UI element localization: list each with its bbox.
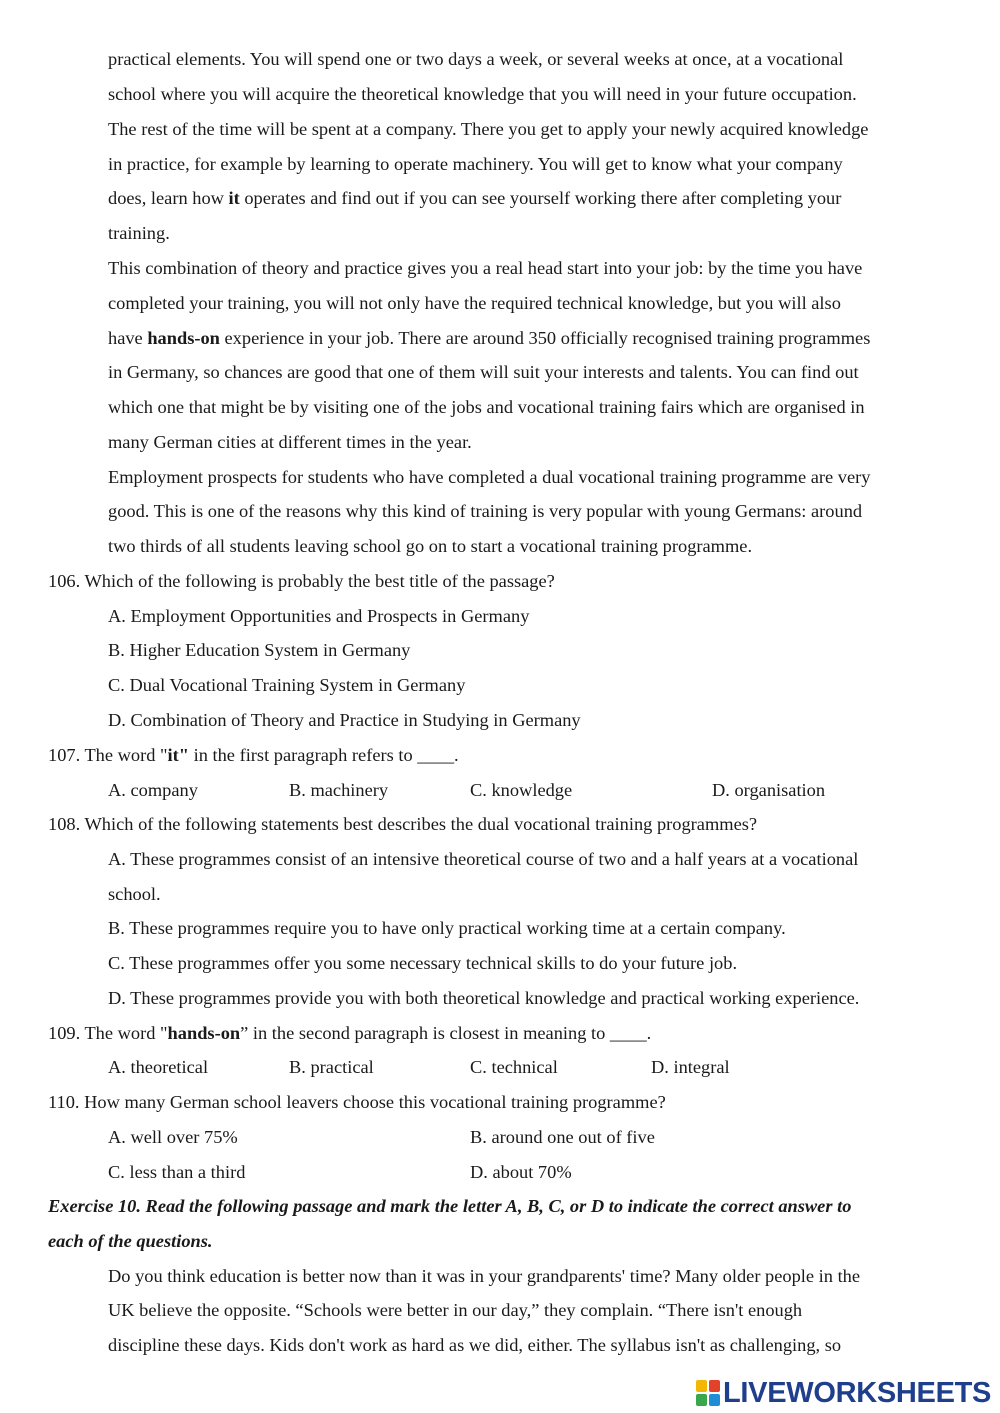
q110-option-d[interactable]: D. about 70% bbox=[470, 1162, 572, 1182]
q106-option-d[interactable]: D. Combination of Theory and Practice in Studying in Germany bbox=[108, 710, 581, 730]
passage-line: This combination of theory and practice gives you a real head start into your job: by the time you have bbox=[108, 258, 863, 278]
passage-line: two thirds of all students leaving school go on to start a vocational training programme. bbox=[108, 536, 753, 556]
passage-line: in Germany, so chances are good that one of them will suit your interests and talents. You can find out bbox=[108, 362, 859, 382]
exercise-10-passage-line: Do you think education is better now than it was in your grandparents' time? Many older people in the bbox=[108, 1266, 861, 1286]
text-run: 109. The word " bbox=[48, 1023, 168, 1043]
question-107-stem bbox=[48, 743, 459, 767]
liveworksheets-logo-text: LIVEWORKSHEETS bbox=[723, 1377, 992, 1409]
question-106-stem: 106. Which of the following is probably the best title of the passage? bbox=[48, 571, 555, 591]
bold-word-it: it bbox=[228, 188, 240, 208]
passage-line: in practice, for example by learning to operate machinery. You will get to know what your company bbox=[108, 154, 843, 174]
text-run: 107. The word " bbox=[48, 745, 168, 765]
q108-option-d[interactable]: D. These programmes provide you with both theoretical knowledge and practical working experience. bbox=[108, 988, 860, 1008]
passage-line: school where you will acquire the theoretical knowledge that you will need in your future occupation. bbox=[108, 84, 857, 104]
text-run: does, learn how bbox=[108, 188, 229, 208]
exercise-10-passage-line: discipline these days. Kids don't work as hard as we did, either. The syllabus isn't as challenging, so bbox=[108, 1335, 842, 1355]
q109-option-c[interactable]: C. technical bbox=[470, 1057, 558, 1077]
question-109-stem bbox=[48, 1021, 651, 1045]
q106-option-b[interactable]: B. Higher Education System in Germany bbox=[108, 640, 411, 660]
passage-line: The rest of the time will be spent at a company. There you get to apply your newly acquired knowledge bbox=[108, 119, 869, 139]
q110-option-b[interactable]: B. around one out of five bbox=[470, 1127, 655, 1147]
bold-word-it: it" bbox=[167, 745, 189, 765]
bold-word-hands-on: hands-on bbox=[167, 1023, 241, 1043]
q107-option-c[interactable]: C. knowledge bbox=[470, 780, 573, 800]
text-run: have bbox=[108, 328, 148, 348]
bold-word-hands-on: hands-on bbox=[147, 328, 220, 348]
text-run: in the first paragraph refers to ____. bbox=[189, 745, 459, 765]
passage-line: Employment prospects for students who have completed a dual vocational training programme are very bbox=[108, 467, 871, 487]
q110-option-c[interactable]: C. less than a third bbox=[108, 1162, 246, 1182]
passage-line: many German cities at different times in the year. bbox=[108, 432, 472, 452]
text-run: experience in your job. There are around 350 officially recognised training programmes bbox=[219, 328, 871, 348]
q107-option-b[interactable]: B. machinery bbox=[289, 780, 389, 800]
q109-option-b[interactable]: B. practical bbox=[289, 1057, 374, 1077]
passage-line: which one that might be by visiting one of the jobs and vocational training fairs which are organised in bbox=[108, 397, 865, 417]
q108-option-c[interactable]: C. These programmes offer you some necessary technical skills to do your future job. bbox=[108, 953, 738, 973]
exercise-10-heading: Exercise 10. Read the following passage and mark the letter A, B, C, or D to indicate the correct answer to bbox=[48, 1196, 852, 1216]
q106-option-c[interactable]: C. Dual Vocational Training System in Germany bbox=[108, 675, 466, 695]
q110-option-a[interactable]: A. well over 75% bbox=[108, 1127, 238, 1147]
exercise-10-heading-continued: each of the questions. bbox=[48, 1231, 213, 1251]
text-run: operates and find out if you can see yourself working there after completing your bbox=[239, 188, 842, 208]
question-108-stem: 108. Which of the following statements best describes the dual vocational training programmes? bbox=[48, 814, 758, 834]
q107-option-d[interactable]: D. organisation bbox=[712, 780, 826, 800]
passage-line bbox=[108, 186, 841, 210]
passage-line: training. bbox=[108, 223, 170, 243]
passage-line: completed your training, you will not only have the required technical knowledge, but you will also bbox=[108, 293, 841, 313]
q109-option-a[interactable]: A. theoretical bbox=[108, 1057, 209, 1077]
q108-option-a-continued[interactable]: school. bbox=[108, 884, 161, 904]
liveworksheets-watermark bbox=[696, 1376, 992, 1410]
text-run: ” in the second paragraph is closest in meaning to ____. bbox=[240, 1023, 652, 1043]
exercise-10-passage-line: UK believe the opposite. “Schools were better in our day,” they complain. “There isn't enough bbox=[108, 1300, 803, 1320]
q106-option-a[interactable]: A. Employment Opportunities and Prospects in Germany bbox=[108, 606, 530, 626]
q107-option-a[interactable]: A. company bbox=[108, 780, 198, 800]
liveworksheets-logo-icon bbox=[696, 1380, 722, 1408]
q108-option-b[interactable]: B. These programmes require you to have only practical working time at a certain company. bbox=[108, 918, 786, 938]
passage-line: practical elements. You will spend one or two days a week, or several weeks at once, at a vocational bbox=[108, 49, 844, 69]
question-110-stem: 110. How many German school leavers choose this vocational training programme? bbox=[48, 1092, 666, 1112]
q109-option-d[interactable]: D. integral bbox=[651, 1057, 730, 1077]
q108-option-a[interactable]: A. These programmes consist of an intensive theoretical course of two and a half years at a vocational bbox=[108, 849, 859, 869]
passage-line bbox=[108, 326, 870, 350]
passage-line: good. This is one of the reasons why this kind of training is very popular with young Germans: around bbox=[108, 501, 863, 521]
